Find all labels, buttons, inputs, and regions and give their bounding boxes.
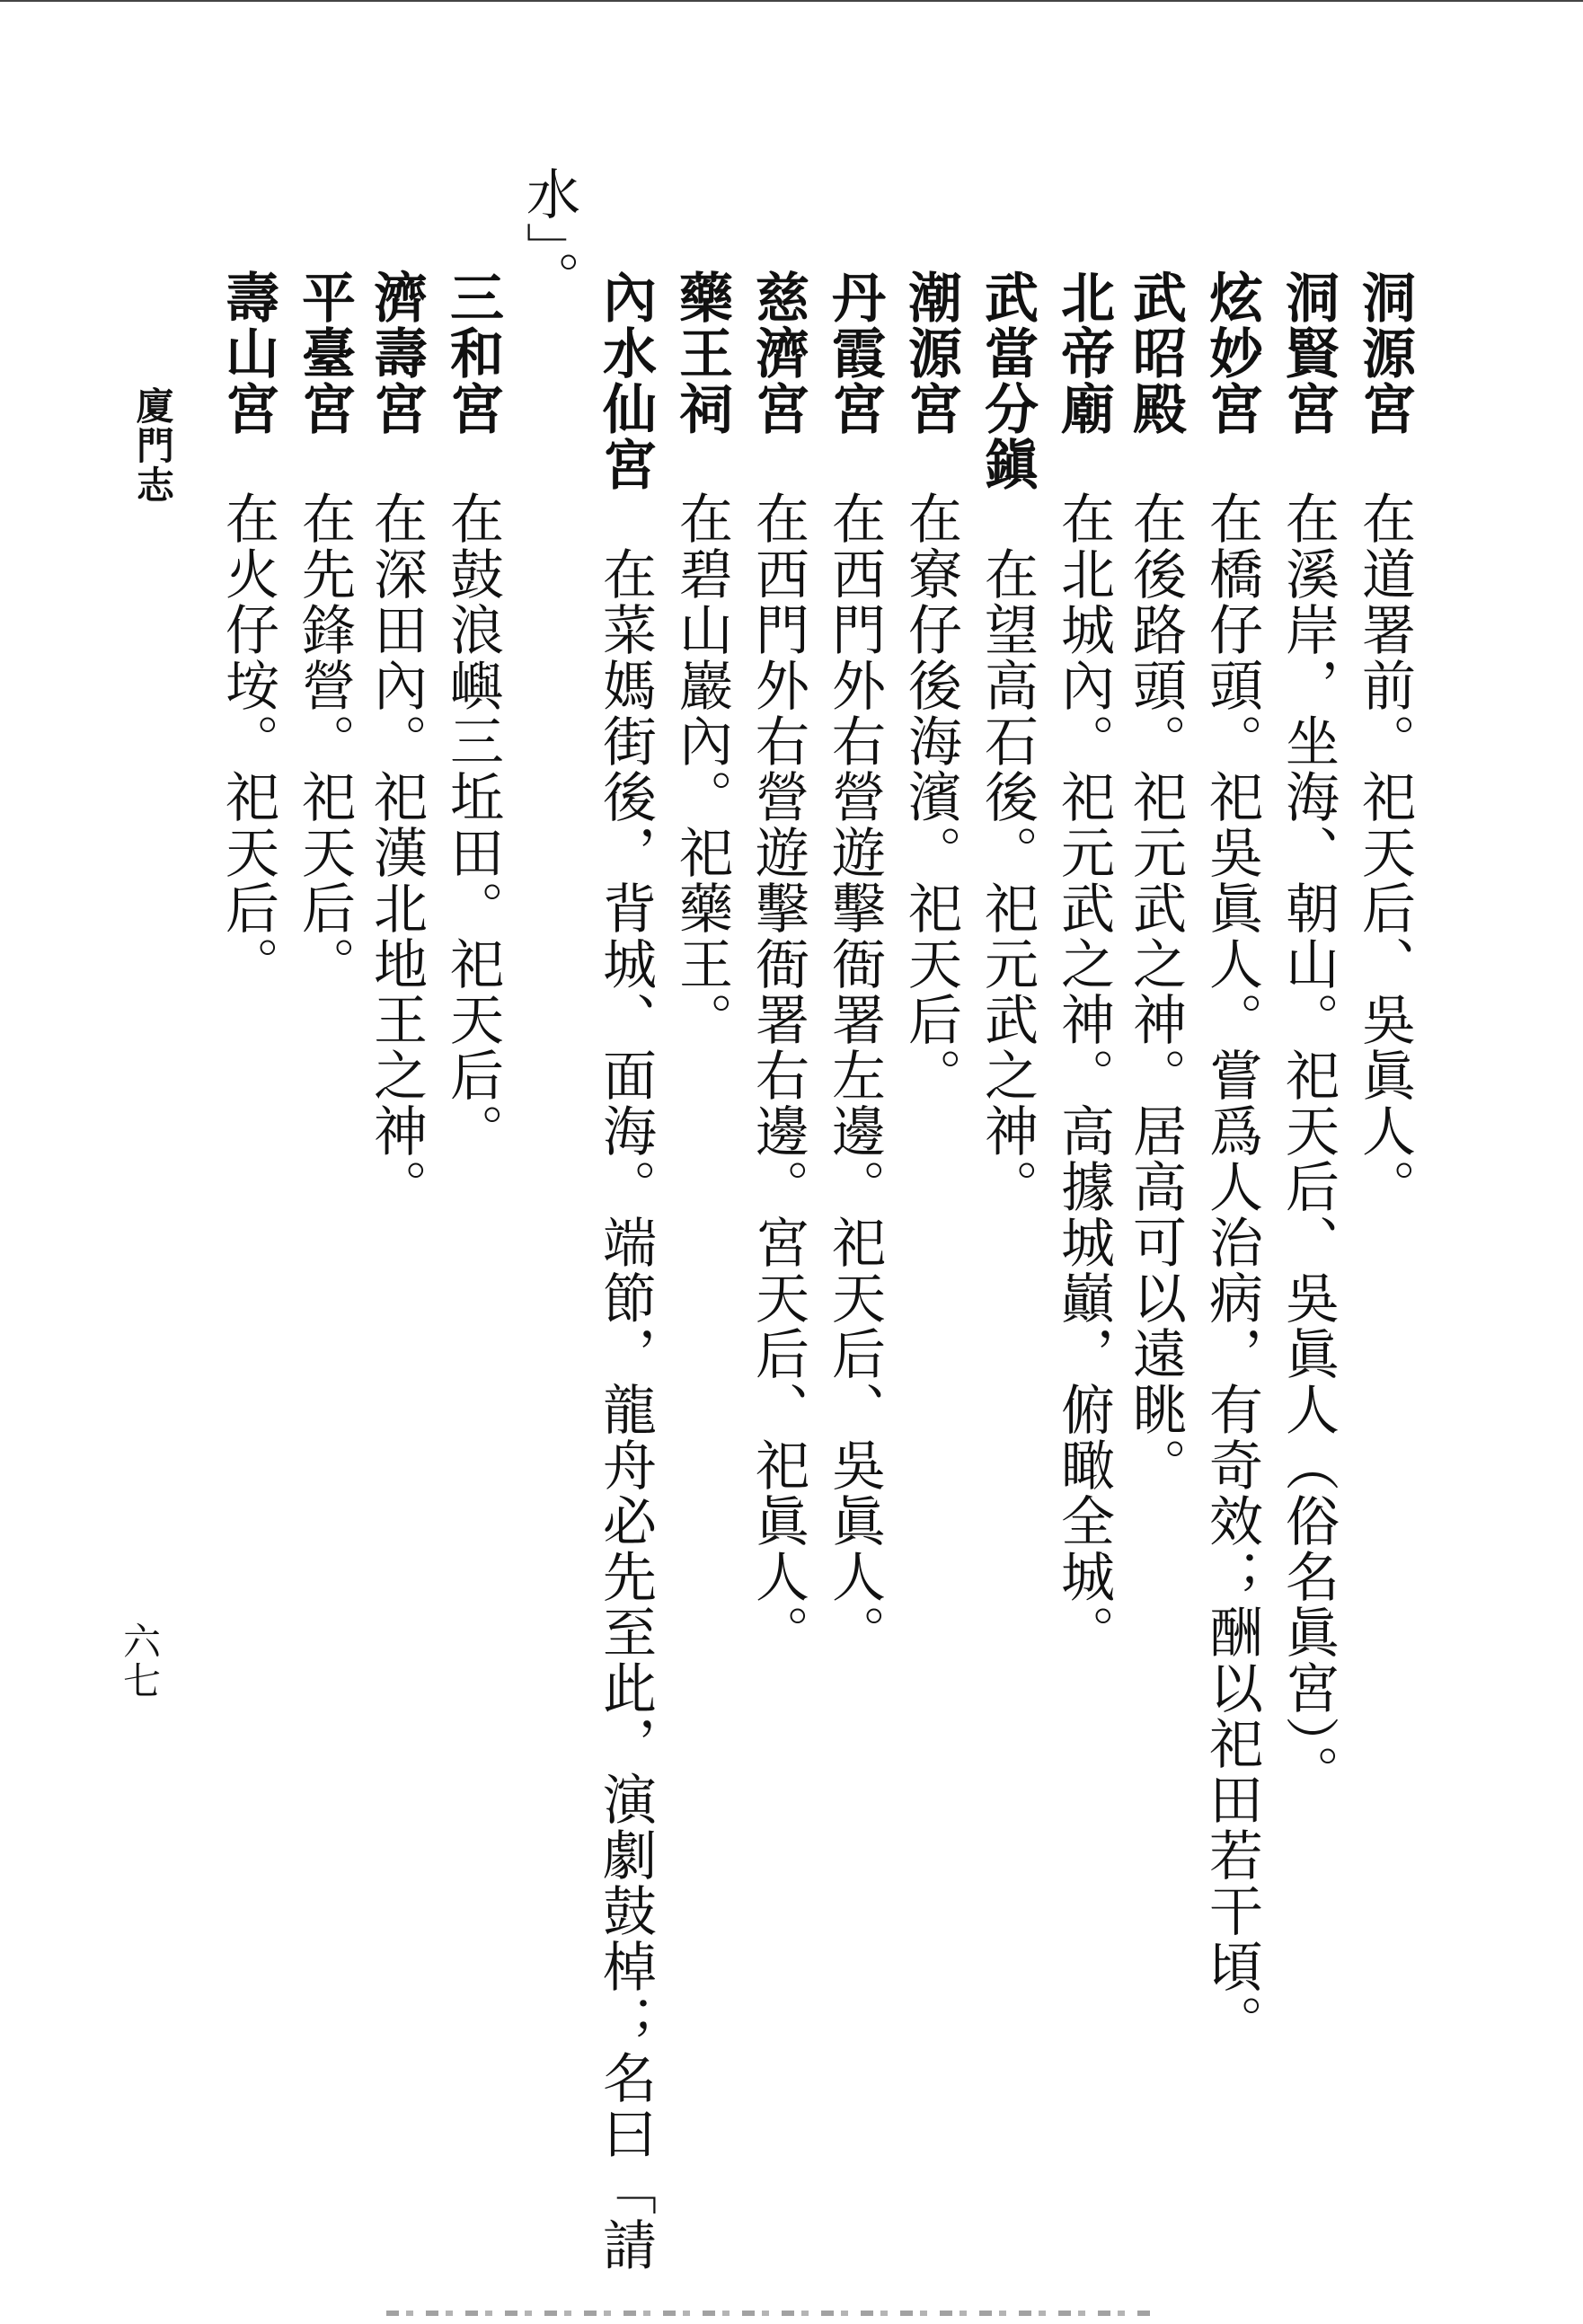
text-column	[975, 270, 1039, 1215]
temple-name: 藥王祠	[670, 270, 733, 437]
temple-description: 在鼓浪嶼三坵田。祀天后。	[441, 490, 504, 1159]
temple-name: 濟壽宮	[365, 270, 428, 437]
text-column	[440, 270, 505, 1159]
text-column	[822, 270, 887, 1660]
temple-description: 在後路頭。祀元武之神。居高可以遠眺。	[1124, 490, 1187, 1493]
temple-description: 在北城內。祀元武之神。高據城巓，俯瞰全城。	[1052, 490, 1115, 1660]
temple-name: 壽山宮	[217, 270, 279, 437]
temple-name: 洞源宮	[1353, 270, 1416, 437]
text-column	[1352, 270, 1417, 1215]
temple-name: 丹霞宮	[823, 270, 886, 437]
temple-description: 在西門外右營遊擊衙署右邊。宮天后、祀眞人。	[747, 490, 809, 1660]
temple-description: 在深田內。祀漢北地王之神。	[365, 490, 428, 1215]
text-column	[1276, 270, 1340, 1800]
text-column	[1051, 270, 1116, 1660]
text-column	[669, 270, 734, 1047]
temple-name: 武當分鎭	[976, 270, 1039, 492]
temple-description: 在溪岸，坐海、朝山。祀天后、吳眞人（俗名眞宮）。	[1277, 490, 1340, 1800]
text-column	[898, 270, 963, 1103]
text-column	[1123, 270, 1188, 1493]
temple-description: 在橋仔頭。祀吳眞人。嘗爲人治病，有奇效；酬以祀田若干頃。	[1200, 490, 1263, 2050]
text-column	[746, 270, 810, 1660]
temple-name: 北帝廟	[1052, 270, 1115, 437]
temple-name: 平臺宮	[293, 270, 356, 437]
temple-description: 在西門外右營遊擊衙署左邊。祀天后、吳眞人。	[823, 490, 886, 1660]
temple-description: 在道署前。祀天后、吳眞人。	[1353, 490, 1416, 1215]
temple-name: 洞賢宮	[1277, 270, 1340, 437]
scan-artifact	[386, 2311, 1150, 2316]
temple-name: 潮源宮	[899, 270, 962, 437]
text-column	[292, 270, 357, 992]
text-column-continuation	[517, 166, 581, 306]
temple-name: 三和宮	[441, 270, 504, 437]
text-column	[593, 270, 658, 2273]
running-head: 廈門志	[131, 386, 175, 505]
temple-description: 在菜媽街後，背城、面海。端節，龍舟必先至此，演劇鼓棹；名曰「請	[594, 546, 657, 2273]
temple-name: 慈濟宮	[747, 270, 809, 437]
temple-description: 在火仔垵。祀天后。	[217, 490, 279, 992]
top-border-line	[0, 0, 1583, 2]
temple-description: 在碧山巖內。祀藥王。	[670, 490, 733, 1047]
text-column	[364, 270, 429, 1215]
text-column	[1199, 270, 1264, 2050]
temple-description: 在望高石後。祀元武之神。	[976, 546, 1039, 1215]
temple-description: 在寮仔後海濱。祀天后。	[899, 490, 962, 1103]
temple-description: 在先鋒營。祀天后。	[293, 490, 356, 992]
temple-name: 炫妙宮	[1200, 270, 1263, 437]
temple-description: 水」。	[517, 166, 580, 306]
text-column	[216, 270, 280, 992]
page-number: 六七	[118, 1621, 162, 1701]
temple-name: 內水仙宮	[594, 270, 657, 492]
temple-name: 武昭殿	[1124, 270, 1187, 437]
